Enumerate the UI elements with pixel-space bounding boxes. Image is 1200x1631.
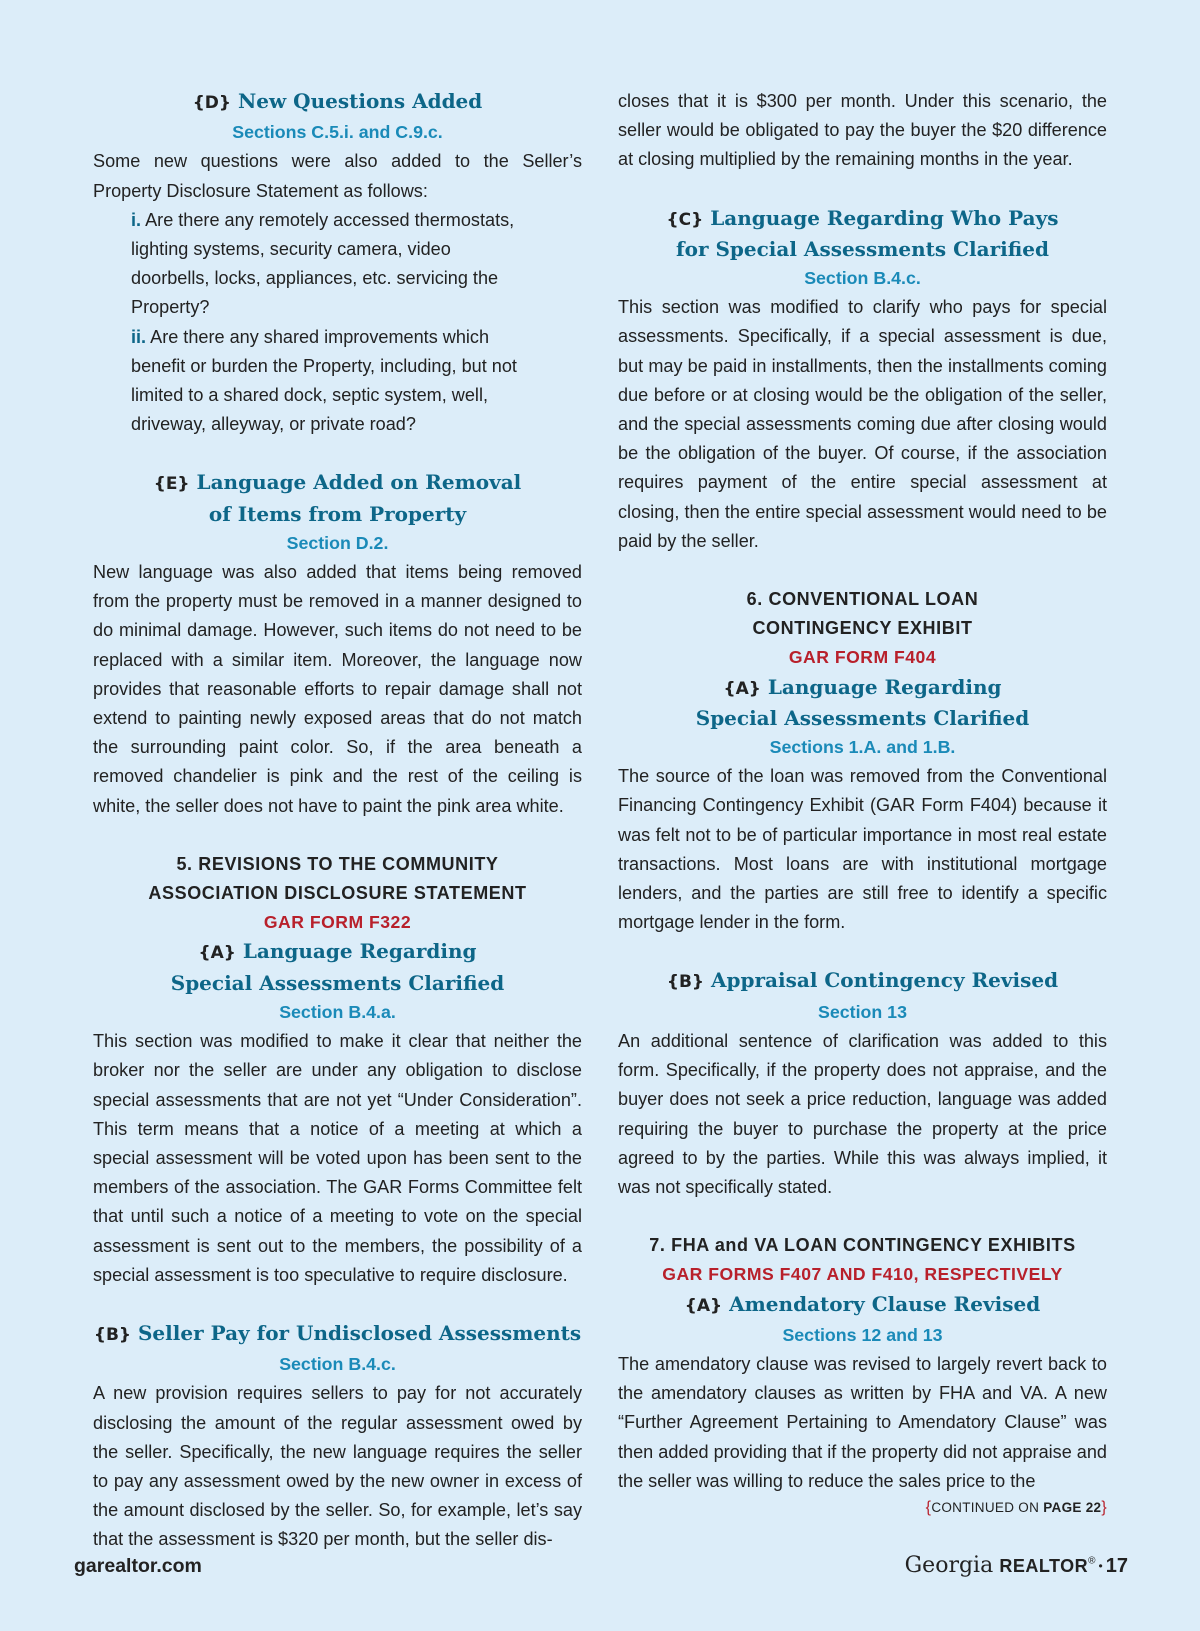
heading-letter: {E} xyxy=(153,474,190,495)
heading-letter: {B} xyxy=(93,1324,132,1345)
paragraph: closes that it is $300 per month. Under this scenario, the seller would be obligated to pay the buyer the $20 difference at closing multiplied by the remaining months in the year. xyxy=(618,91,1107,170)
section-reference: Section 13 xyxy=(818,1001,907,1022)
heading-title: Language Added on Removal xyxy=(196,470,522,495)
continued-page: PAGE 22 xyxy=(1043,1499,1102,1515)
section-reference: Section B.4.a. xyxy=(279,1001,396,1022)
registered-mark: ® xyxy=(1088,1555,1096,1567)
heading-title-line2: of Items from Property xyxy=(208,501,467,526)
form-reference: GAR FORMS F407 AND F410, RESPECTIVELY xyxy=(662,1264,1063,1285)
section-reference: Section D.2. xyxy=(286,532,389,553)
section-reference: Section B.4.c. xyxy=(279,1354,396,1375)
heading-letter: {C} xyxy=(666,209,704,230)
section-reference: Sections 1.A. and 1.B. xyxy=(769,737,956,758)
heading-letter: {D} xyxy=(192,93,232,113)
heading-language-regarding xyxy=(93,937,582,968)
brace-open: { xyxy=(925,1498,932,1516)
continued-link[interactable] xyxy=(618,1498,1107,1518)
paragraph: This section was modified to make it clear that neither the broker nor the seller are under any obligation to disclose special assessments that are not yet “Under Consideration”. This term means that a notice of a meeting at which a special assessment will be voted upon has been sent to the members of the association. The GAR Forms Committee felt that until such a notice of a meeting to vote on the special assessment is sent out to the members, the possibility of a special assessment is too speculative to require disclosure. xyxy=(93,1031,582,1285)
list-item xyxy=(131,206,531,323)
heading-removal-items xyxy=(93,468,582,499)
heading-who-pays xyxy=(618,204,1107,235)
heading-title: Language Regarding xyxy=(242,939,477,964)
left-column xyxy=(93,87,582,1555)
right-column xyxy=(618,87,1107,1518)
heading-title: Appraisal Contingency Revised xyxy=(711,968,1059,993)
heading-title: Language Regarding Who Pays xyxy=(710,205,1059,230)
section-heading: ASSOCIATION DISCLOSURE STATEMENT xyxy=(148,883,527,904)
form-reference: GAR FORM F322 xyxy=(263,912,412,933)
paragraph: The amendatory clause was revised to largely revert back to the amendatory clauses as written by FHA and VA. A new “Further Agreement Pertaining to Amendatory Clause” was then added providing that if the property did not appraise and the seller was willing to reduce the sales price to the xyxy=(618,1353,1107,1491)
paragraph: New language was also added that items being removed from the property must be removed in a manner designed to do minimal damage. However, such items do not need to be replaced with a similar item. Moreover, the language now provides that reasonable efforts to repair damage shall not extend to painting newly exposed areas that do not match the surrounding paint color. So, if the area beneath a removed chandelier is pink and the rest of the ceiling is white, the seller does not have to paint the pink area white. xyxy=(93,562,582,816)
heading-letter: {A} xyxy=(198,943,236,964)
section-reference: Sections 12 and 13 xyxy=(782,1324,943,1345)
heading-letter: {A} xyxy=(684,1295,723,1316)
section-reference: Sections C.5.i. and C.9.c. xyxy=(232,122,443,143)
footer-website[interactable]: garealtor.com xyxy=(74,1555,202,1577)
form-reference: GAR FORM F404 xyxy=(788,647,937,668)
heading-title-line2: for Special Assessments Clarified xyxy=(676,236,1049,261)
list-number: i. xyxy=(131,209,142,230)
heading-title-line2: Special Assessments Clarified xyxy=(695,705,1030,730)
brace-close: } xyxy=(1101,1498,1107,1516)
list-text: Are there any shared improvements which benefit or burden the Property, including, but not limited to a shared dock, septic system, well, driveway, alleyway, or private road? xyxy=(131,326,517,435)
paragraph: Some new questions were also added to the Seller’s Property Disclosure Statement as follows: xyxy=(93,151,582,201)
heading-amendatory xyxy=(618,1290,1107,1321)
paragraph: An additional sentence of clarification was added to this form. Specifically, if the property does not appraise, and the buyer does not seek a price reduction, language was added requiring the buyer to purchase the property at the price agreed to by the parties. While this was always implied, it was not specifically stated. xyxy=(618,1030,1107,1197)
heading-letter: {B} xyxy=(666,972,705,993)
section-heading: 7. FHA and VA LOAN CONTINGENCY EXHIBITS xyxy=(649,1235,1076,1256)
heading-title: New Questions Added xyxy=(238,89,483,113)
section-heading: 5. REVISIONS TO THE COMMUNITY xyxy=(176,853,499,874)
heading-title-line2: Special Assessments Clarified xyxy=(170,970,505,995)
continued-text: CONTINUED ON xyxy=(931,1499,1044,1515)
question-list xyxy=(131,206,531,440)
heading-appraisal xyxy=(618,966,1107,997)
heading-language-regarding xyxy=(618,673,1107,704)
list-text: Are there any remotely accessed thermostats, lighting systems, security camera, video doorbells, locks, appliances, etc. servicing the Property? xyxy=(131,209,515,318)
paragraph: A new provision requires sellers to pay for not accurately disclosing the amount of the regular assessment owed by the seller. Specifically, the new language requires the seller to pay any assessment owed by the new owner in excess of the amount disclosed by the seller. So, for example, let’s say that the assessment is $320 per month, but the seller dis- xyxy=(93,1383,582,1550)
separator-dot: • xyxy=(1098,1559,1103,1574)
heading-letter: {A} xyxy=(723,678,761,699)
list-item xyxy=(131,323,531,440)
paragraph: The source of the loan was removed from the Conventional Financing Contingency Exhibit (GAR Form F404) because it was felt not to be of particular importance in most real estate transactions. Most loans are with institutional mortgage lenders, and the parties are still free to identify a specific mortgage lender in the form. xyxy=(618,766,1107,933)
page-number: 17 xyxy=(1105,1555,1128,1577)
heading-seller-pay xyxy=(93,1319,582,1350)
heading-title: Language Regarding xyxy=(767,674,1002,699)
footer-folio xyxy=(905,1552,1128,1578)
heading-title: Amendatory Clause Revised xyxy=(729,1291,1041,1316)
magazine-name-georgia: Georgia xyxy=(904,1553,994,1578)
section-reference: Section B.4.c. xyxy=(804,268,921,289)
section-heading: CONTINGENCY EXHIBIT xyxy=(752,618,973,639)
paragraph: This section was modified to clarify who pays for special assessments. Specifically, if a special assessment is due, but may be paid in installments, then the installments coming due before or at closing would be the obligation of the seller, and the special assessments coming due after closing would be the obligation of the buyer. Of course, if the association requires payment of the entire special assessment at closing, then the entire special assessment would need to be paid by the seller. xyxy=(618,297,1107,551)
magazine-name-realtor: REALTOR xyxy=(999,1556,1089,1576)
heading-title: Seller Pay for Undisclosed Assessments xyxy=(137,1320,582,1345)
list-number: ii. xyxy=(131,326,147,347)
heading-new-questions xyxy=(93,87,582,118)
section-heading: 6. CONVENTIONAL LOAN xyxy=(746,589,979,610)
